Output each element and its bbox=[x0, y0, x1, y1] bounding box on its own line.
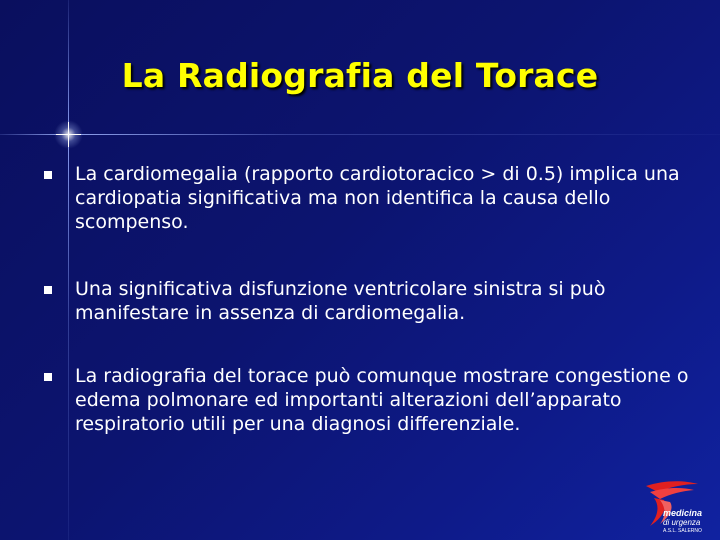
bullet-text: La radiografia del torace può comunque mostrare congestione o edema polmonare ed importanti alterazioni dell’apparato respiratorio utili per una diagnosi differenziale. bbox=[75, 365, 689, 435]
bullet-square-icon bbox=[44, 171, 52, 179]
decorative-horizontal-line bbox=[0, 134, 720, 135]
logo-text-line2: di urgenza bbox=[663, 518, 701, 527]
logo-text-line1: medicina bbox=[663, 508, 703, 518]
logo-text-line3: A.S.L. SALERNO bbox=[663, 528, 702, 534]
bullet-text: Una significativa disfunzione ventricolare sinistra si può manifestare in assenza di cardiomegalia. bbox=[75, 278, 606, 324]
bullet-square-icon bbox=[44, 373, 52, 381]
bullet-text: La cardiomegalia (rapporto cardiotoracico > di 0.5) implica una cardiopatia significativa ma non identifica la causa dello scompenso. bbox=[75, 163, 680, 233]
bullet-square-icon bbox=[44, 286, 52, 294]
slide-title: La Radiografia del Torace bbox=[121, 56, 599, 95]
sparkle-icon bbox=[56, 122, 81, 147]
